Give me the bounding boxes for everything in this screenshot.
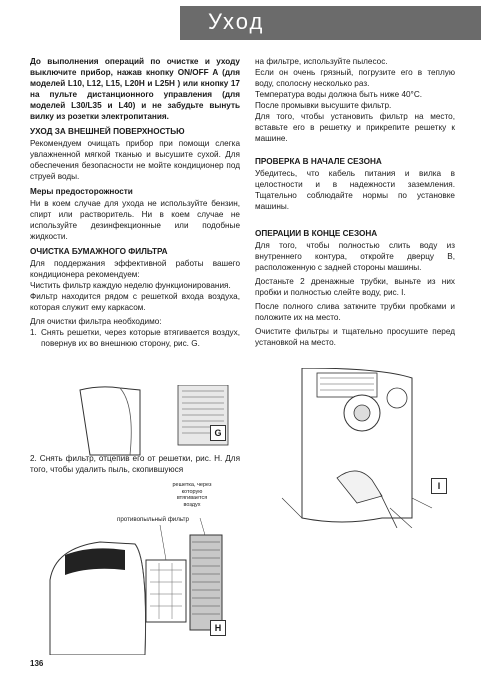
intro-paragraph: До выполнения операций по очистке и уходу выключите прибор, нажав кнопку ON/OFF A (для моделей L10, L12, L15, L20H и L25H ) или кнопку 17 на пульте дистанционного управления (для моделей L30/L35 и L40) и не забудьте вынуть вилку из розетки электропитания. (30, 57, 240, 121)
figure-g-illustration (60, 385, 230, 460)
season-start-heading: ПРОВЕРКА В НАЧАЛЕ СЕЗОНА (255, 157, 382, 166)
precautions-heading: Меры предосторожности (30, 187, 133, 196)
page-number: 136 (30, 659, 44, 668)
season-end-heading: ОПЕРАЦИИ В КОНЦЕ СЕЗОНА (255, 229, 378, 238)
right-column (255, 56, 455, 351)
right-text-3: Температура воды должна быть ниже 40°C. (255, 90, 423, 99)
outer-care-heading: УХОД ЗА ВНЕШНЕЙ ПОВЕРХНОСТЬЮ (30, 127, 185, 136)
outer-care-text: Рекомендуем очищать прибор при помощи слегка увлажненной мягкой тканью и высушите сухой. Для обеспечения безопасности не мойте кондиционер под струей воды. (30, 139, 240, 181)
filter-text-4: Для очистки фильтра необходимо: (30, 317, 162, 326)
season-end-text-4: Очистите фильтры и тщательно просушите перед установкой на место. (255, 327, 455, 347)
step-1-text: Снять решетки, через которые втягивается воздух, повернув их во внешнюю сторону, рис. G. (41, 328, 240, 348)
season-end-text-1: Для того, чтобы полностью слить воду из внутреннего контура, откройте дверцу B, расположенную с задней стороны машины. (255, 241, 455, 272)
right-text-4: После промывки высушите фильтр. (255, 101, 392, 110)
left-column (30, 56, 240, 349)
page-title: Уход (208, 9, 265, 34)
grille-label: решетка, через которую втягивается воздух (172, 482, 212, 508)
filter-text-1: Для поддержания эффективной работы вашего кондиционера рекомендуем: (30, 259, 240, 279)
step-1-number: 1. (30, 328, 37, 337)
season-end-text-3: После полного слива заткните трубки пробками и положите их на место. (255, 302, 455, 322)
figure-i-label: I (431, 478, 447, 494)
filter-text-3: Фильтр находится рядом с решеткой входа воздуха, которая служит ему каркасом. (30, 292, 240, 312)
figure-h-label: H (210, 620, 226, 636)
step-2 (30, 453, 240, 478)
step-2-text: 2. Снять фильтр, отцепив его от решетки, рис. H. Для того, чтобы удалить пыль, скопившуюся (30, 454, 240, 474)
right-text-1: на фильтре, используйте пылесос. (255, 57, 388, 66)
right-text-5: Для того, чтобы установить фильтр на место, вставьте его в решетку и прикрепите решетку к машине. (255, 112, 455, 143)
filter-label: противопыльный фильтр (117, 516, 189, 523)
filter-heading: ОЧИСТКА БУМАЖНОГО ФИЛЬТРА (30, 247, 168, 256)
right-text-2: Если он очень грязный, погрузите его в теплую воду, сполосну несколько раз. (255, 68, 455, 88)
figure-g-label: G (210, 425, 226, 441)
step-1 (30, 327, 240, 349)
season-end-text-2: Достаньте 2 дренажные трубки, выньте из них пробки и полностью слейте воду, рис. I. (255, 277, 455, 297)
precautions-text: Ни в коем случае для ухода не используйте бензин, спирт или растворитель. Ни в коем случае не используйте дезинфекционные или подобные жидкости. (30, 199, 240, 241)
filter-text-2: Чистить фильтр каждую неделю функционирования. (30, 281, 231, 290)
figure-i-illustration (262, 368, 462, 528)
season-start-text: Убедитесь, что кабель питания и вилка в целостности и в надежности заземления. Тщательно соблюдайте нормы по установке машины. (255, 169, 455, 211)
